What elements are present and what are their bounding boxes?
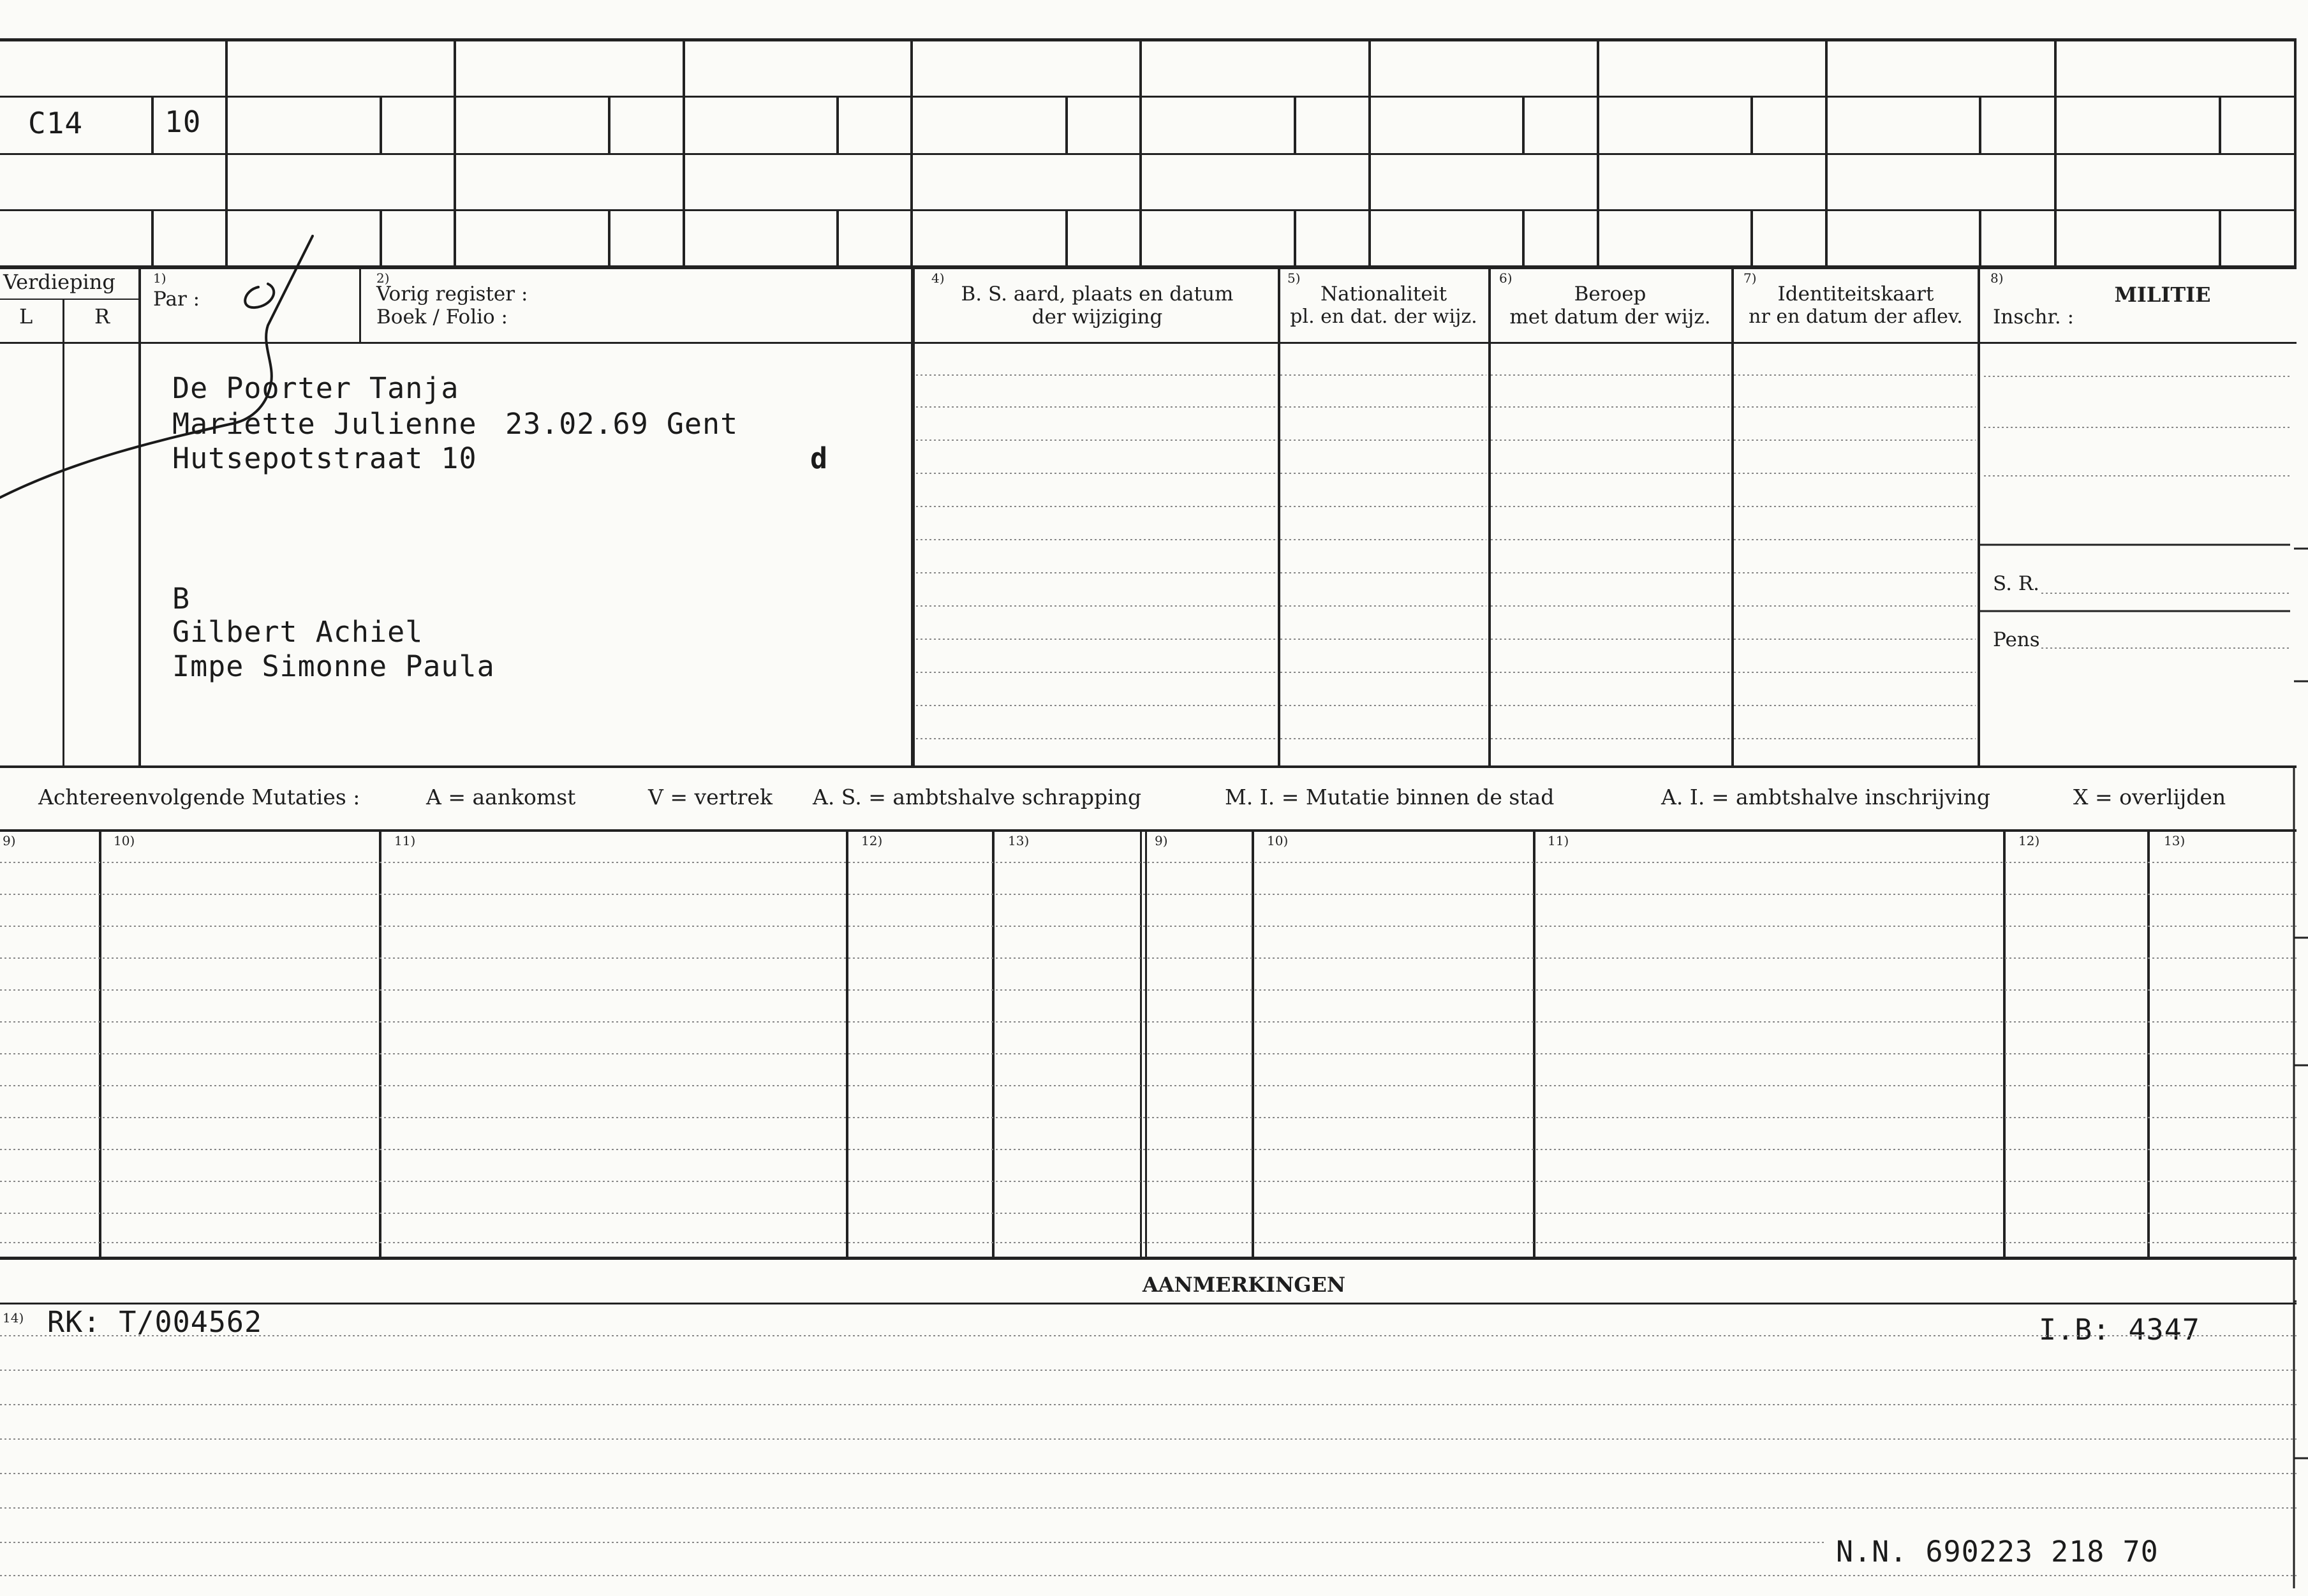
legend-ai: A. I. = ambtshalve inschrijving — [1661, 785, 1991, 809]
militie-title: MILITIE — [2114, 283, 2211, 307]
mut-col-11b: 11) — [1548, 833, 1569, 848]
mut-col-9: 9) — [3, 833, 16, 848]
mut-col-9b: 9) — [1155, 833, 1168, 848]
person-given-names: Mariette Julienne — [172, 407, 477, 441]
floor-right-label: R — [94, 304, 110, 329]
par-num: 1) — [153, 270, 166, 286]
floor-left-label: L — [19, 304, 33, 329]
person-letter: B — [172, 582, 191, 616]
par-label: Par : — [153, 288, 200, 311]
person-address: Hutsepotstraat 10 — [172, 441, 477, 475]
nationaliteit-header: Nationaliteit — [1320, 283, 1447, 306]
mut-col-11: 11) — [394, 833, 416, 848]
mut-col-13: 13) — [1008, 833, 1030, 848]
sr-label: S. R. — [1993, 572, 2040, 595]
legend-v: V = vertrek — [648, 785, 773, 809]
mut-col-10b: 10) — [1267, 833, 1289, 848]
register-code-a: C14 — [28, 106, 84, 140]
nat-num: 5) — [1287, 270, 1301, 286]
boek-folio-label: Boek / Folio : — [376, 306, 508, 329]
verdieping-label: Verdieping — [3, 270, 115, 294]
legend-as: A. S. = ambtshalve schrapping — [813, 785, 1142, 809]
mut-col-12: 12) — [861, 833, 883, 848]
register-code-b: 10 — [165, 105, 202, 139]
pens-label: Pens — [1993, 628, 2040, 651]
identiteitskaart-header: Identiteitskaart — [1777, 283, 1934, 306]
beroep-num: 6) — [1499, 270, 1513, 286]
beroep-subheader: met datum der wijz. — [1509, 306, 1711, 329]
bs-header-line2: der wijziging — [1032, 306, 1163, 329]
legend-title: Achtereenvolgende Mutaties : — [38, 785, 360, 809]
person-mark: d — [810, 441, 829, 475]
nationaliteit-subheader: pl. en dat. der wijz. — [1290, 306, 1477, 328]
rk-number: RK: T/004562 — [47, 1305, 263, 1339]
remarks-num: 14) — [3, 1310, 24, 1326]
mut-col-12b: 12) — [2018, 833, 2040, 848]
id-num: 7) — [1743, 270, 1757, 286]
beroep-header: Beroep — [1574, 283, 1646, 306]
legend-x: X = overlijden — [2073, 785, 2226, 809]
person-name: De Poorter Tanja — [172, 371, 459, 405]
identiteitskaart-subheader: nr en datum der aflev. — [1749, 306, 1963, 328]
bs-header-line1: B. S. aard, plaats en datum — [961, 283, 1234, 306]
mut-col-10: 10) — [114, 833, 135, 848]
remarks-title: AANMERKINGEN — [1142, 1273, 1346, 1297]
vorig-num: 2) — [376, 270, 390, 286]
bs-num: 4) — [931, 270, 945, 286]
inschr-label: Inschr. : — [1993, 306, 2075, 329]
vorig-register-label: Vorig register : — [376, 283, 528, 306]
ib-number: I.B: 4347 — [2039, 1313, 2200, 1347]
legend-mi: M. I. = Mutatie binnen de stad — [1225, 785, 1555, 809]
militie-num: 8) — [1990, 270, 2004, 286]
mother-name: Impe Simonne Paula — [172, 649, 495, 683]
nn-number: N.N. 690223 218 70 — [1836, 1535, 2159, 1569]
mut-col-13b: 13) — [2164, 833, 2186, 848]
legend-a: A = aankomst — [426, 785, 576, 809]
father-name: Gilbert Achiel — [172, 615, 424, 649]
person-birth: 23.02.69 Gent — [505, 407, 739, 441]
